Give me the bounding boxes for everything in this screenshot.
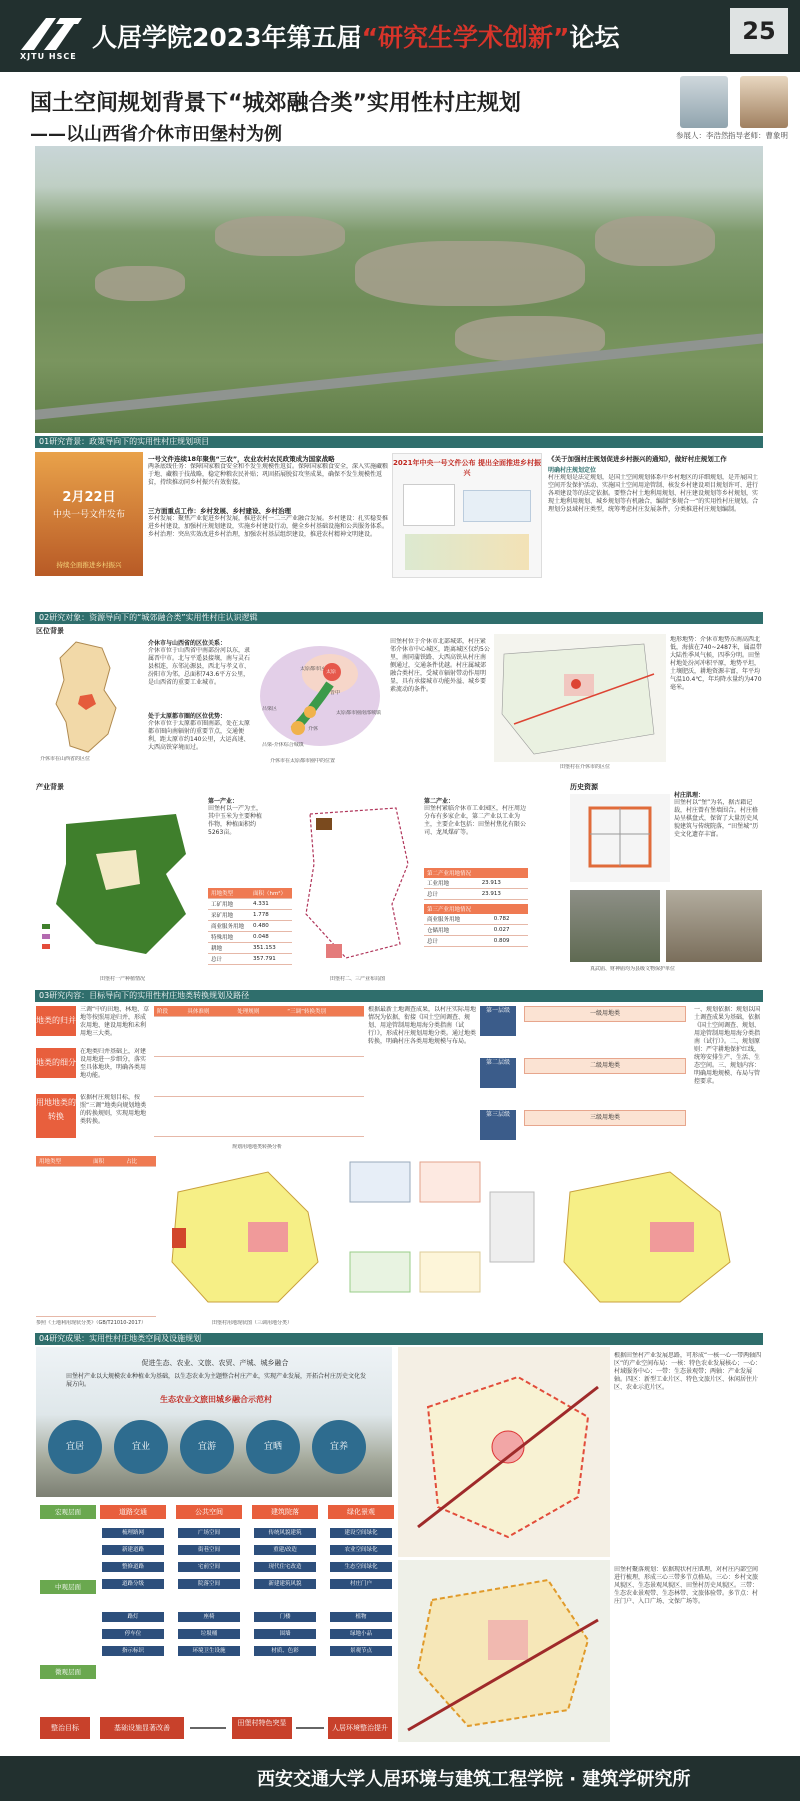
- table-row: [208, 921, 292, 932]
- background-para1: 两条底线任务：保障国家粮食安全和不发生规模性返贫。保障国家粮食安全，深入实施藏粮于地、藏粮于技战略，稳定种粮农民补贴；巩固拓展脱贫攻坚成果，确保不发生规模性返贫，持续推动同乡村振兴有效衔接。: [148, 463, 388, 486]
- history-title: 村庄肌理：: [674, 792, 705, 799]
- measure-cell: 院落空间: [178, 1579, 240, 1589]
- location-col1-body: 介休市位于山西省中南部汾河以东，隶属晋中市。北与平遥县接壤，南与灵石县相连，东邻沁源县，西北与孝义市、汾阳市为邻，总面积743.6平方公里，是山西省的重要工业城市。: [148, 647, 251, 686]
- map3-caption: 田堡村在介休市的区位: [560, 764, 611, 770]
- table-row: [424, 914, 528, 925]
- shanxi-province-map: [36, 638, 144, 756]
- background-text-block: [148, 454, 388, 576]
- landuse-footnote: 参照《土地利用现状分类》（GB/T21010-2017）: [36, 1320, 146, 1326]
- measure-cell: 传统风貌建筑: [254, 1528, 316, 1538]
- logo-caption: XJTU HSCE: [20, 52, 77, 61]
- micro-measure-cell: 景观节点: [330, 1646, 392, 1656]
- industry-caption-1: 田堡村一产种植情况: [100, 976, 146, 982]
- table-cell: 采矿用地: [208, 910, 250, 921]
- label-merge: 地类的归并: [36, 1006, 76, 1036]
- arrow-line: [190, 1727, 226, 1729]
- convert-text: 依据村庄规划目标，按照“三调”地类向规划地类的转换规则，实现用地地类转换。: [80, 1094, 147, 1125]
- industry-structure-text: 根据田堡村产业发展思路，可形成“一核一心一带两轴四区”的产业空间布局：一核：特色农业发展核心；一心：村域服务中心；一带：生态景观带；两轴：产业发展轴。四区：新型工业片区、特色文旅片区、休闲居住片区、农业示范片区。: [614, 1352, 762, 1391]
- micro-measure-cell: 座椅: [178, 1612, 240, 1622]
- measure-cell: 广场空间: [178, 1528, 240, 1538]
- industry-label: 产业背景: [36, 783, 64, 791]
- table-cell: 357.791: [250, 954, 292, 965]
- flow-cell-1: 一级用地类: [524, 1006, 686, 1022]
- table-cell: 4.331: [250, 899, 292, 910]
- micro-measure-cell: 植物: [330, 1612, 392, 1622]
- micro-measure-cell: 停车位: [102, 1629, 164, 1639]
- advisor-caption: 指导老师：曹象明: [728, 131, 788, 140]
- table-cell: 0.480: [250, 921, 292, 932]
- measure-cell: 新建建筑风貌: [254, 1579, 316, 1589]
- goal-yishai: 宜晒: [246, 1420, 300, 1474]
- table-row: [424, 936, 528, 947]
- table-row: [424, 925, 528, 936]
- village-texture-map: [570, 794, 670, 882]
- tier-macro: 宏观层面: [40, 1505, 96, 1519]
- column-public-space: 公共空间: [176, 1505, 242, 1519]
- map2-label-south: 太原都市圈南部城镇: [336, 710, 382, 716]
- table-row: [154, 1097, 364, 1137]
- forum-title: [92, 18, 619, 54]
- section-04-bar: 04研究成果：实用性村庄地类空间及设施规划: [35, 1333, 763, 1345]
- table-row: [36, 1167, 156, 1317]
- map2-label-metro: 太原都市区: [300, 666, 326, 672]
- village-layout-text: 田堡村聚落规划：依据现状村庄肌理，对村庄内部空间进行梳理，形成三心三带多节点格局。三心：乡村文旅风貌区、生态景观风貌区、田堡村历史风貌区。三带：生态农业景观带、生态林带、文旅体验带。多节点：村庄门户、入口广场、文保广场等。: [614, 1566, 759, 1605]
- label-subdivide: 地类的细分: [36, 1048, 76, 1078]
- policy-poster-image: [35, 452, 143, 576]
- flow-top-2: 第二层级: [480, 1058, 516, 1088]
- flow-cell-3: 三级用地类: [524, 1110, 686, 1126]
- industry-structure-map: [398, 1347, 610, 1557]
- industry-first-text: [208, 796, 266, 866]
- table-row: [208, 954, 292, 965]
- table-cell: 23.913: [479, 878, 528, 889]
- table-cell: 23.913: [479, 889, 528, 900]
- industry-first-title: 第一产业：: [208, 798, 239, 805]
- goal-intro-line: 促进生态、农业、文旅、农贸、产城、城乡融合: [141, 1359, 289, 1367]
- policy-title: 《关于加强村庄规划促进乡村振兴的通知》，做好村庄规划工作: [548, 455, 727, 463]
- table-cell: 0.782: [491, 914, 528, 925]
- bottom-target: 整治目标: [40, 1717, 90, 1739]
- table-cell: 351.153: [250, 943, 292, 954]
- table-cell: 0.027: [491, 925, 528, 936]
- table-row: [208, 910, 292, 921]
- goal-yiyang: 宜养: [312, 1420, 366, 1474]
- table-cell: 1.778: [250, 910, 292, 921]
- landuse-status-table: [36, 1156, 156, 1317]
- poster-date: 2月22日: [62, 490, 116, 505]
- participant-photo: [680, 76, 728, 128]
- bottom-feature: 田堡村特色突显: [232, 1717, 292, 1739]
- table-cell: 总计: [424, 936, 491, 947]
- label-convert: 用地地类的转换: [36, 1094, 76, 1138]
- table-cell: 总计: [208, 954, 250, 965]
- map2-caption: 介休市在太原都市圈中的位置: [270, 758, 336, 764]
- background-para2-title: 三方面重点工作：乡村发展、乡村建设、乡村治理: [148, 507, 291, 515]
- location-col2-body: 田堡村位于介休市北部城郊，村庄紧邻介休市中心城区，距离城区仅约5公里，南同蒲铁路、大西高铁从村庄南侧通过，交通条件优越。村庄属城郊融合类村庄，受城市辐射带动作用明显，具有承接城市功能外溢、城乡要素流动的条件。: [390, 638, 490, 693]
- table-header: 用地类型: [208, 888, 250, 899]
- map2-label-jiexiu: 介休: [308, 726, 319, 732]
- industry-second-title: 第二产业：: [424, 798, 455, 805]
- page-number-badge: 25: [730, 8, 788, 54]
- subdivide-text: 在地类归并基础上，对建设用地进一步细分，落实至具体地块，明确各类用地功能。: [80, 1048, 147, 1079]
- participant-caption: 参展人：李浩然: [676, 131, 729, 140]
- section-02-bar: 02研究对象：资源导向下的“城郊融合类”实用性村庄认识逻辑: [35, 612, 763, 624]
- merge-text: 三调“中的田地、林地、草地等按照用途归并，形成农用地、建设用地和未利用地三大类。: [80, 1006, 150, 1037]
- table-cell: 耕地: [208, 943, 250, 954]
- footer-text: 西安交通大学人居环境与建筑工程学院 · 建筑学研究所: [257, 1769, 691, 1790]
- temple-photo-2: [666, 890, 762, 962]
- column-buildings: 建筑院落: [252, 1505, 318, 1519]
- policy-subtitle: 明确村庄规划定位: [548, 467, 597, 474]
- measure-cell: 农业空间绿化: [330, 1545, 392, 1555]
- goal-yiye: 宜业: [114, 1420, 168, 1474]
- poster-title: 国土空间规划背景下“城郊融合类”实用性村庄规划: [30, 91, 521, 116]
- history-label: 历史资源: [570, 783, 598, 791]
- micro-measure-cell: 材质、色彩: [254, 1646, 316, 1656]
- goal-highlight: 生态农业文旅田城乡融合示范村: [160, 1395, 272, 1404]
- table-cell: 商业服务用地: [208, 921, 250, 932]
- forum-title-suffix: 论坛: [569, 23, 620, 52]
- map1-caption: 介休市在山西省的区位: [40, 756, 91, 762]
- policy-text-block: [548, 454, 762, 576]
- table-title: 第二产业用地情况: [424, 868, 528, 878]
- poster-subtitle: ——以山西省介休市田堡村为例: [30, 124, 282, 145]
- forum-title-prefix: 人居学院2023年第五届: [92, 23, 362, 52]
- conversion-rule-table: [154, 1006, 364, 1137]
- terrain-body: 地形地势：介休市地势东南高西北低，海拔在740~2487米，属温带大陆性季风气候，四季分明。田堡村地处汾河冲积平原，地势平坦，土壤肥沃，耕地资源丰富，年平均气温10.4℃，年均降水量约为470毫米。: [670, 636, 762, 691]
- advisor-photo: [740, 76, 788, 128]
- landuse-plan-map: [550, 1152, 762, 1318]
- landuse-flow-diagram: [480, 1006, 690, 1144]
- history-caption: 真武庙、财神庙均为县级文物保护单位: [590, 966, 676, 972]
- background-para2: 乡村发展：聚焦产业促进乡村发展，推进农村一二三产业融合发展。乡村建设：扎实稳妥推进乡村建设，加强村庄规划建设，实施乡村建设行动，健全乡村基础设施和公共服务体系。乡村治理：突出实效改进乡村治理，加强农村基层组织建设，推进农村精神文明建设。: [148, 515, 388, 538]
- bottom-infrastructure: 基础设施显著改善: [100, 1717, 184, 1739]
- table-cell: 商业服务用地: [424, 914, 491, 925]
- table-header: “三调”转换类别: [284, 1006, 364, 1017]
- region-label: 区位背景: [36, 627, 64, 635]
- table-header: 处理规则: [234, 1006, 284, 1017]
- measure-cell: 重建/改造: [254, 1545, 316, 1555]
- micro-measure-cell: 绿地小品: [330, 1629, 392, 1639]
- table-row: [154, 1017, 364, 1057]
- table-header: 占比: [123, 1156, 156, 1167]
- landuse-status-map: [158, 1152, 338, 1318]
- measure-cell: 村庄门户: [330, 1579, 392, 1589]
- table-cell: 0.048: [250, 932, 292, 943]
- measure-cell: 整修道路: [102, 1562, 164, 1572]
- industry-second-table: [424, 868, 528, 947]
- goal-yiyou: 宜游: [180, 1420, 234, 1474]
- history-text: [674, 790, 762, 882]
- conversion-mid-text: 根据最新土地调查成果，以村庄实际用地情况为依据，衔接《国土空间调查、规划、用途管制用地用海分类指南（试行）》，形成村庄规划用地分类。通过地类转换，明确村庄各类用地规模与布局。: [368, 1006, 476, 1045]
- forum-title-highlight: “研究生学术创新”: [361, 23, 570, 52]
- taiyuan-metro-map: [254, 638, 386, 756]
- history-body: 田堡村以“堡”为名，据古籍记载，村庄曾有堡墙围合。村庄格局呈棋盘式，保留了大量历史风貌建筑与传统院落，“田堡城”历史文化遗存丰富。: [674, 799, 759, 838]
- policy-document-image: [392, 453, 542, 578]
- location-col1-title: 介休市与山西省的区位关系：: [148, 640, 227, 647]
- micro-measure-cell: 路灯: [102, 1612, 164, 1622]
- aerial-village-photo: [35, 146, 763, 433]
- location-text-1: [148, 638, 252, 768]
- village-layout-map: [398, 1560, 610, 1742]
- industry-second-text: [424, 796, 528, 866]
- policy-body: 村庄规划是法定规划，是国土空间规划体系中乡村地区的详细规划，是开展国土空间开发保护活动、实施国土空间用途管制、核发乡村建设项目规划许可、进行各项建设等的法定依据。要整合村土地利用规划、村庄建设规划等乡村规划，实现土地利用规划、城乡规划等有机融合，编制“多规合一”的实用性村庄规划。合理划分县域村庄类型，统筹考虑村庄发展条件，分类推进村庄规划编制。: [548, 474, 759, 513]
- location-text-2: [390, 638, 490, 768]
- conversion-table-caption: 规划用地地类转换分析: [232, 1144, 283, 1150]
- table-row: [208, 899, 292, 910]
- section-03-bar: 03研究内容：目标导向下的实用性村庄地类转换规划及路径: [35, 990, 763, 1002]
- map2-label-taiyuan: 太原: [326, 669, 337, 675]
- measure-cell: 道路分级: [102, 1579, 164, 1589]
- landuse-map-caption: 田堡村用地现状图（三调用地分类）: [212, 1320, 293, 1326]
- table-cell: 特殊用地: [208, 932, 250, 943]
- industry-first-body: 田堡村以一产为主，其中玉米为主要种植作物，种植面积约5263亩。: [208, 805, 263, 836]
- measure-cell: 梳理路网: [102, 1528, 164, 1538]
- micro-measure-cell: 垃圾桶: [178, 1629, 240, 1639]
- column-greening: 绿化景观: [328, 1505, 394, 1519]
- industry-second-body: 田堡村紧临介休市工业园区，村庄周边分布有多家企业，第二产业以工业为主，主要企业包括：田堡村焦化有限公司、龙凤煤矿等。: [424, 805, 527, 836]
- industry-landuse-table: [208, 888, 292, 965]
- measure-cell: 建设空间绿化: [330, 1528, 392, 1538]
- arrow-line: [296, 1727, 324, 1729]
- micro-measure-cell: 指示标识: [102, 1646, 164, 1656]
- tier-meso: 中观层面: [40, 1580, 96, 1594]
- table-row: [208, 943, 292, 954]
- table-cell: 工业用地: [424, 878, 479, 889]
- measure-cell: 新建道路: [102, 1545, 164, 1555]
- flow-cell-2: 二级用地类: [524, 1058, 686, 1074]
- micro-measure-cell: 环境卫生设施: [178, 1646, 240, 1656]
- column-roads: 道路交通: [100, 1505, 166, 1519]
- micro-measure-cell: 围墙: [254, 1629, 316, 1639]
- planning-principle-text: 一、规划依据：规划以国土调查成果为基础，依据《国土空间调查、规划、用途管制用地用海分类指南（试行）》。二、规划原则：严守耕地保护红线，统筹安排生产、生活、生态空间。三、规划内容：明确用地规模、布局与管控要求。: [694, 1006, 761, 1085]
- table-header: 阶段: [154, 1006, 184, 1017]
- table-title: 第三产业用地情况: [424, 904, 528, 914]
- doc-red-title: 2021年中央一号文件公布 提出全面推进乡村振兴: [393, 459, 541, 477]
- goal-yiju: 宜居: [48, 1420, 102, 1474]
- table-cell: 总计: [424, 889, 479, 900]
- poster-slogan: 持续全面推进乡村振兴: [56, 561, 122, 569]
- farmland-map: [36, 794, 206, 972]
- table-header: 面积（hm²）: [250, 888, 292, 899]
- jiexiu-city-map: [494, 634, 666, 762]
- measure-cell: 生态空间绿化: [330, 1562, 392, 1572]
- industry-layout-map: [296, 794, 420, 972]
- measure-cell: 街巷空间: [178, 1545, 240, 1555]
- location-col1b-title: 处于太原都市圈的区位优势：: [148, 713, 227, 720]
- table-cell: 0.809: [491, 936, 528, 947]
- flow-top-3: 第三层级: [480, 1110, 516, 1140]
- table-header: 用地类型: [36, 1156, 90, 1167]
- industry-caption-2: 田堡村二、三产业布局图: [330, 976, 386, 982]
- map2-label-lvliang: 吕梁区: [262, 706, 278, 712]
- measure-cell: 宅前空间: [178, 1562, 240, 1572]
- bottom-environment: 人居环境整治提升: [328, 1717, 392, 1739]
- landuse-conversion-diagram: [340, 1152, 540, 1318]
- poster-line: 中央一号文件发布: [52, 510, 125, 520]
- table-row: [424, 878, 528, 889]
- table-row: [154, 1057, 364, 1097]
- temple-photo-1: [570, 890, 660, 962]
- table-cell: 工矿用地: [208, 899, 250, 910]
- tier-micro: 微观层面: [40, 1665, 96, 1679]
- background-para1-title: 一号文件连续18年聚焦“三农”，农业农村农民政策成为国家战略: [148, 455, 335, 463]
- section-01-bar: 01研究背景：政策导向下的实用性村庄规划项目: [35, 436, 763, 448]
- terrain-text: [670, 636, 762, 776]
- table-header: 面积: [90, 1156, 123, 1167]
- micro-measure-cell: 门楼: [254, 1612, 316, 1622]
- flow-top-1: 第一层级: [480, 1006, 516, 1036]
- location-col1b-body: 介休市位于太原都市圈南部，处在太原都市圈向南辐射的重要节点，交通便利，距太原市约140公里，大运高速、大西高铁穿境而过。: [148, 720, 251, 751]
- table-row: [424, 889, 528, 900]
- goal-text: 田堡村产业以大规模农业种植业为基础，以生态农业为主题整合村庄产业，实现产业发展，开拓合村庄历史文化发展方向。: [66, 1373, 367, 1388]
- measure-cell: 现代住宅改造: [254, 1562, 316, 1572]
- table-cell: 仓储用地: [424, 925, 491, 936]
- table-header: 具体准则: [184, 1006, 234, 1017]
- table-row: [208, 932, 292, 943]
- map2-label-zone: 吕梁-介休综合城镇: [262, 742, 304, 748]
- map2-label-jinzhong: 晋中: [330, 690, 341, 696]
